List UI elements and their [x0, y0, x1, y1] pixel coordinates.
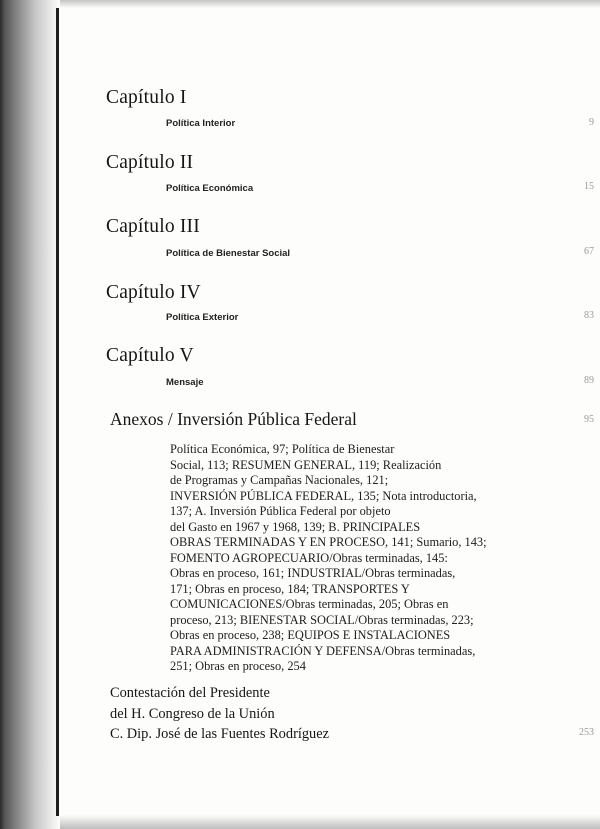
spine-edge	[56, 8, 59, 816]
chapter-2-title: Capítulo II	[106, 152, 194, 173]
annex-page: 95	[584, 414, 594, 425]
spine-shadow	[0, 0, 60, 829]
chapter-1-subtitle: Política Interior	[166, 118, 236, 129]
closing-line-1: Contestación del Presidente	[110, 685, 270, 701]
closing-line-3: C. Dip. José de las Fuentes Rodríguez	[110, 726, 330, 742]
chapter-5-title: Capítulo V	[106, 345, 194, 366]
closing-section	[110, 683, 329, 745]
chapter-3-page: 67	[584, 246, 594, 257]
chapter-4-subtitle: Política Exterior	[166, 312, 239, 323]
page-bottom-edge	[60, 815, 600, 829]
annex-contents: Política Económica, 97; Política de Bienestar Social, 113; RESUMEN GENERAL, 119; Realización de Programas y Campañas Nacionales, 121; INVERSIÓN PÚBLICA FEDERAL, 135; Nota introductoria, 137; A. Inversión Pública Federal por objeto del Gasto en 1967 y 1968, 139; B. PRINCIPALES OBRAS TERMINADAS Y EN PROCESO, 141; Sumario, 143; FOMENTO AGROPECUARIO/Obras terminadas, 145: Obras en proceso, 161; INDUSTRIAL/Obras terminadas, 171; Obras en proceso, 184; TRANSPORTES Y COMUNICACIONES/Obras terminadas, 205; Obras en proceso, 213; BIENESTAR SOCIAL/Obras terminadas, 223; Obras en proceso, 238; EQUIPOS E INSTALACIONES PARA ADMINISTRACIÓN Y DEFENSA/Obras terminadas, 251; Obras en proceso, 254	[170, 442, 487, 673]
chapter-1-title: Capítulo I	[106, 87, 187, 108]
chapter-5-page: 89	[584, 375, 594, 386]
chapter-2-page: 15	[584, 181, 594, 192]
page-top-edge	[60, 0, 600, 8]
annex-title: Anexos / Inversión Pública Federal	[110, 409, 357, 429]
closing-line-2: del H. Congreso de la Unión	[110, 705, 275, 722]
chapter-4-title: Capítulo IV	[106, 282, 201, 303]
chapter-5-subtitle: Mensaje	[166, 377, 204, 388]
chapter-2-subtitle: Política Económica	[166, 183, 254, 194]
chapter-4-page: 83	[584, 310, 594, 321]
chapter-3-title: Capítulo III	[106, 216, 200, 237]
closing-page: 253	[579, 727, 594, 738]
chapter-1-page: 9	[589, 117, 594, 128]
chapter-3-subtitle: Política de Bienestar Social	[166, 248, 291, 259]
